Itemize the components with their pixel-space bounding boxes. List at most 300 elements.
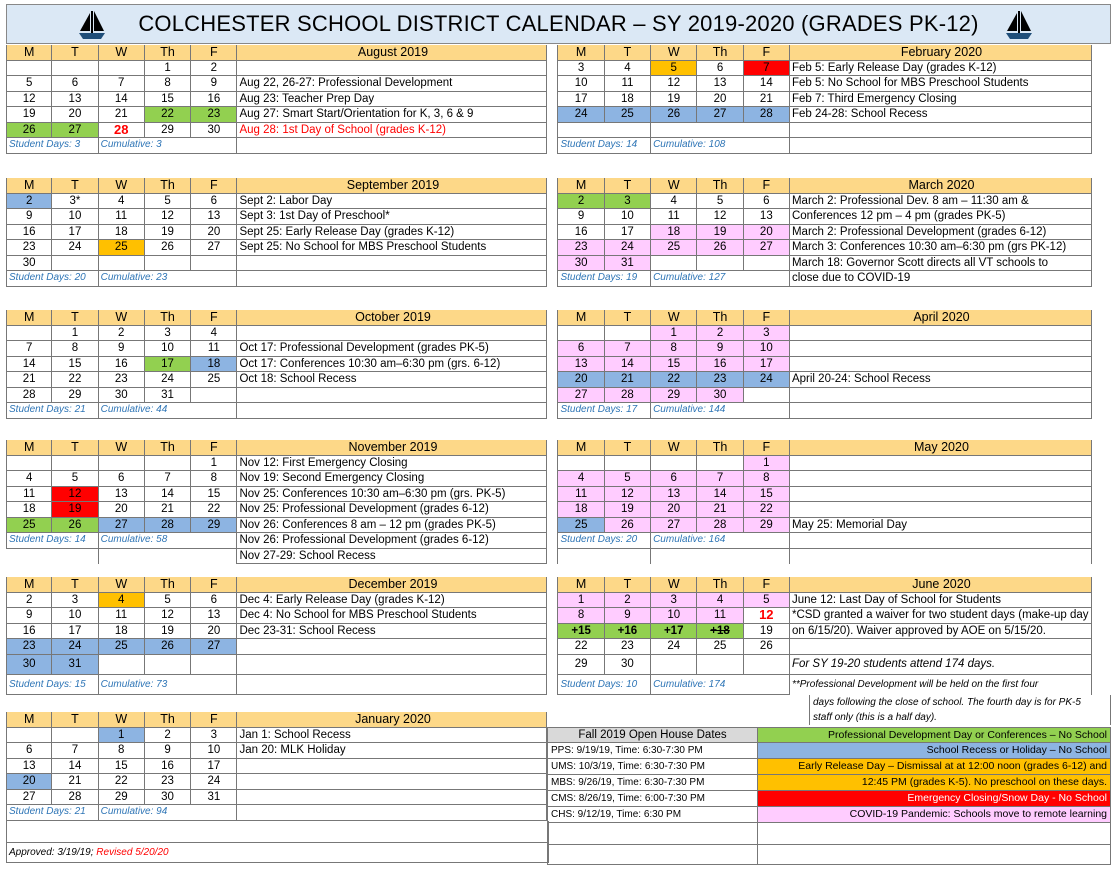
day-cell: 2 [6,593,52,609]
day-cell: 19 [52,502,98,518]
event-note: Aug 23: Teacher Prep Day [237,92,547,108]
day-cell: 1 [744,456,790,472]
empty-cell [758,845,1111,865]
day-cell: 12 [744,608,790,624]
event-note: close due to COVID-19 [790,271,1092,287]
month-title-april: April 2020 [790,310,1092,326]
day-cell: 31 [145,388,191,404]
day-cell: 17 [558,92,604,108]
empty-cell [790,487,1092,503]
day-cell [6,61,52,77]
column-gap [547,45,558,61]
col-header: F [744,577,790,593]
day-cell: 25 [191,372,237,388]
event-note: March 3: Conferences 10:30 am–6:30 pm (grs PK-12) [790,240,1092,256]
day-cell: 11 [697,608,743,624]
day-cell: 1 [651,326,697,342]
column-gap [547,487,558,503]
day-cell: 7 [744,61,790,77]
empty-cell [651,655,697,675]
student-days: Student Days: 14 [558,138,651,154]
month-title-november: November 2019 [237,440,547,456]
day-cell: 10 [145,341,191,357]
event-note [237,61,547,77]
day-cell: 12 [145,209,191,225]
column-gap [547,675,558,695]
cumulative-days: Cumulative: 73 [99,675,238,695]
day-cell: 28 [605,388,651,404]
empty-cell [99,256,145,272]
col-header: F [191,712,237,728]
col-header: M [558,440,604,456]
sailboat-icon [75,8,109,42]
day-cell: 26 [145,240,191,256]
column-gap [547,655,558,675]
empty-cell [790,388,1092,404]
day-cell: 1 [145,61,191,77]
col-header: F [744,310,790,326]
col-header: Th [697,577,743,593]
day-cell [52,61,98,77]
column-gap [547,593,558,609]
empty-cell [651,549,790,565]
day-cell: 14 [99,92,145,108]
cumulative-days: Cumulative: 23 [99,271,238,287]
open-house-item: CHS: 9/12/19, Time: 6:30 PM [547,807,758,823]
day-cell: 31 [605,256,651,272]
day-cell: 2 [558,194,604,210]
col-header: Th [697,45,743,61]
day-cell: 20 [6,774,52,790]
day-cell: 13 [6,759,52,775]
day-cell: 24 [744,372,790,388]
empty-cell [52,256,98,272]
month-title-january: January 2020 [237,712,547,728]
empty-cell [558,123,651,139]
day-cell: 8 [52,341,98,357]
day-cell [558,326,604,342]
day-cell: 23 [6,240,52,256]
event-note [237,326,547,342]
day-cell: 4 [605,61,651,77]
day-cell: 7 [6,341,52,357]
day-cell: 25 [99,240,145,256]
day-cell: 31 [52,655,98,675]
month-title-august: August 2019 [237,45,547,61]
day-cell: 12 [6,92,52,108]
empty-cell [651,123,790,139]
empty-cell [697,456,743,472]
column-gap [547,639,558,655]
day-cell: 9 [697,341,743,357]
day-cell: 21 [145,502,191,518]
day-cell: 14 [605,357,651,373]
day-cell: 1 [191,456,237,472]
day-cell: 18 [99,225,145,241]
day-cell: 22 [145,107,191,123]
day-cell: 29 [52,388,98,404]
pd-footnote: staff only (this is a half day). [813,712,937,723]
day-cell: 20 [558,372,604,388]
empty-cell [191,256,237,272]
day-cell: 16 [99,357,145,373]
day-cell: 23 [697,372,743,388]
empty-cell [237,388,547,404]
cumulative-days: Cumulative: 3 [99,138,238,154]
day-cell: 23 [6,639,52,655]
day-cell: 5 [697,194,743,210]
day-cell: 14 [6,357,52,373]
col-header: T [52,310,98,326]
day-cell [99,61,145,77]
empty-cell [237,256,547,272]
empty-cell [237,655,547,675]
column-gap [547,178,558,194]
event-note: Sept 3: 1st Day of Preschool* [237,209,547,225]
day-cell: 25 [697,639,743,655]
col-header: F [191,310,237,326]
event-note: Nov 25: Conferences 10:30 am–6:30 pm (grs. PK-5) [237,487,547,503]
day-cell: 17 [744,357,790,373]
event-note [790,341,1092,357]
day-cell: 19 [145,225,191,241]
empty-cell [191,388,237,404]
day-cell: 9 [6,608,52,624]
day-cell: 1 [558,593,604,609]
col-header: W [99,577,145,593]
day-cell: 10 [191,743,237,759]
column-gap [547,502,558,518]
legend-covid: COVID-19 Pandemic: Schools move to remote learning [758,807,1111,823]
day-cell: 4 [99,194,145,210]
empty-cell [558,456,604,472]
day-cell: 17 [52,225,98,241]
day-cell: 23 [99,372,145,388]
day-cell: 15 [52,357,98,373]
col-header: W [99,440,145,456]
day-cell: 13 [52,92,98,108]
calendar-block-oct-apr [6,310,1111,419]
cumulative-days: Cumulative: 94 [99,805,238,821]
day-cell: 13 [697,76,743,92]
day-cell: 30 [605,655,651,675]
day-cell: 24 [651,639,697,655]
sailboat-icon [1002,8,1036,42]
empty-cell [6,728,52,744]
day-cell: 10 [52,209,98,225]
col-header: W [651,45,697,61]
day-cell: 4 [651,194,697,210]
approved-date: Approved: 3/19/19; [9,846,94,858]
day-cell: 24 [191,774,237,790]
event-note: Nov 25: Professional Development (grades 6-12) [237,502,547,518]
column-gap [547,549,558,565]
day-cell: 26 [6,123,52,139]
day-cell: +17 [651,624,697,640]
col-header: M [6,178,52,194]
open-house-box [547,727,758,865]
student-days: Student Days: 15 [6,675,99,695]
empty-cell [237,790,547,806]
student-days: Student Days: 20 [558,533,651,549]
col-header: F [191,440,237,456]
day-cell: 16 [558,225,604,241]
day-cell: 3 [52,593,98,609]
event-note: Nov 19: Second Emergency Closing [237,471,547,487]
day-cell: 6 [651,471,697,487]
day-cell: 18 [6,502,52,518]
day-cell: 25 [651,240,697,256]
day-cell: 30 [6,256,52,272]
day-cell [605,326,651,342]
day-cell: 9 [6,209,52,225]
empty-cell [651,256,697,272]
day-cell: 24 [145,372,191,388]
day-cell: 1 [52,326,98,342]
empty-cell [99,456,145,472]
empty-cell [651,456,697,472]
month-title-october: October 2019 [237,310,547,326]
col-header: M [558,178,604,194]
cumulative-days: Cumulative: 164 [651,533,790,549]
day-cell: 13 [744,209,790,225]
day-cell: 3 [191,728,237,744]
empty-cell [237,271,547,287]
day-cell: 30 [99,388,145,404]
empty-cell [547,845,758,865]
empty-cell [697,655,743,675]
day-cell: 13 [99,487,145,503]
col-header: F [191,577,237,593]
day-cell: 8 [99,743,145,759]
month-title-may: May 2020 [790,440,1092,456]
day-cell: 8 [651,341,697,357]
empty-cell [547,823,758,845]
day-cell: 30 [558,256,604,272]
event-note: Sept 2: Labor Day [237,194,547,210]
day-cell: 16 [697,357,743,373]
open-house-item: UMS: 10/3/19, Time: 6:30-7:30 PM [547,759,758,775]
event-note: March 18: Governor Scott directs all VT schools to [790,256,1092,272]
pd-footnote: days following the close of school. The fourth day is for PK-5 [813,697,1081,708]
day-cell: 2 [191,61,237,77]
day-cell: 28 [99,123,145,139]
day-cell: 30 [191,123,237,139]
column-gap [547,256,558,272]
open-house-item: PPS: 9/19/19, Time: 6:30-7:30 PM [547,743,758,759]
col-header: Th [145,45,191,61]
day-cell: 26 [52,518,98,534]
col-header: T [52,577,98,593]
empty-cell [558,549,651,565]
col-header: M [6,577,52,593]
empty-cell [237,403,547,419]
day-cell: 3 [558,61,604,77]
empty-cell [790,639,1092,655]
day-cell: 24 [52,240,98,256]
day-cell: 5 [651,61,697,77]
day-cell: 27 [744,240,790,256]
event-note: Feb 24-28: School Recess [790,107,1092,123]
approval-line [6,843,549,863]
col-header: F [744,45,790,61]
column-gap [547,92,558,108]
calendar-block-aug-feb [6,45,1111,154]
empty-cell [790,403,1092,419]
event-note: Feb 7: Third Emergency Closing [790,92,1092,108]
day-cell: 10 [558,76,604,92]
col-header: M [558,310,604,326]
day-cell: 19 [145,624,191,640]
column-gap [547,123,558,139]
empty-cell [744,256,790,272]
page-title: COLCHESTER SCHOOL DISTRICT CALENDAR – SY 2019-2020 (GRADES PK-12) [138,11,979,36]
day-cell: 15 [99,759,145,775]
legend-early-release: 12:45 PM (grades K-5). No preschool on these days. [758,775,1111,791]
student-days: Student Days: 20 [6,271,99,287]
col-header: Th [697,440,743,456]
empty-cell [744,655,790,675]
day-cell: 3 [744,326,790,342]
day-cell: 3 [605,194,651,210]
event-note: Oct 18: School Recess [237,372,547,388]
day-cell: 10 [744,341,790,357]
cumulative-days: Cumulative: 44 [99,403,238,419]
day-cell: 2 [145,728,191,744]
empty-cell [145,256,191,272]
day-cell: 7 [697,471,743,487]
day-cell: 29 [191,518,237,534]
day-cell: 23 [605,639,651,655]
day-cell: 15 [145,92,191,108]
empty-cell [237,774,547,790]
day-cell: 22 [191,502,237,518]
day-cell: 28 [697,518,743,534]
day-cell: 6 [99,471,145,487]
column-gap [547,403,558,419]
event-note: Feb 5: Early Release Day (grades K-12) [790,61,1092,77]
day-cell: 2 [605,593,651,609]
day-cell: 20 [99,502,145,518]
day-cell: 12 [651,76,697,92]
month-title-june: June 2020 [790,577,1092,593]
event-note: Oct 17: Professional Development (grades PK-5) [237,341,547,357]
day-cell: 24 [52,639,98,655]
empty-cell [790,502,1092,518]
day-cell: 20 [52,107,98,123]
day-cell: 8 [191,471,237,487]
col-header: W [99,310,145,326]
day-cell: 23 [145,774,191,790]
event-note: Jan 1: School Recess [237,728,547,744]
day-cell: 29 [99,790,145,806]
day-cell: 6 [6,743,52,759]
day-cell: 7 [145,471,191,487]
column-gap [547,194,558,210]
day-cell: 5 [6,76,52,92]
day-cell: 9 [558,209,604,225]
column-gap [547,388,558,404]
day-cell: 14 [744,76,790,92]
empty-cell [237,805,547,821]
event-note: Dec 4: No School for MBS Preschool Students [237,608,547,624]
day-cell: 13 [191,608,237,624]
empty-cell [697,256,743,272]
legend-emergency: Emergency Closing/Snow Day - No School [758,791,1111,807]
day-cell: 12 [605,487,651,503]
day-cell: 21 [6,372,52,388]
day-cell: 26 [651,107,697,123]
day-cell: 2 [6,194,52,210]
cumulative-days: Cumulative: 108 [651,138,790,154]
col-header: M [558,577,604,593]
day-cell: 15 [651,357,697,373]
day-cell: 22 [744,502,790,518]
pd-footnote: **Professional Development will be held on the first four [790,675,1092,695]
cumulative-days: Cumulative: 58 [99,533,238,549]
day-cell: 12 [52,487,98,503]
day-cell: 19 [6,107,52,123]
calendar-title-bar [6,4,1111,44]
day-cell: 8 [744,471,790,487]
day-cell: 8 [145,76,191,92]
day-cell: 18 [191,357,237,373]
day-cell: 23 [191,107,237,123]
day-cell: 5 [52,471,98,487]
col-header: Th [145,440,191,456]
column-gap [547,440,558,456]
col-header: W [651,178,697,194]
day-cell: 21 [697,502,743,518]
column-gap [547,138,558,154]
day-cell: 4 [6,471,52,487]
day-cell: 10 [52,608,98,624]
day-cell: 11 [651,209,697,225]
day-cell: 1 [99,728,145,744]
empty-cell [790,138,1092,154]
day-cell: 6 [191,593,237,609]
day-cell: 7 [605,341,651,357]
day-cell: 26 [744,639,790,655]
empty-cell [790,533,1092,549]
day-cell: 26 [697,240,743,256]
day-cell: 19 [651,92,697,108]
col-header: T [605,440,651,456]
empty-cell [99,655,145,675]
day-cell: 10 [605,209,651,225]
month-title-march: March 2020 [790,178,1092,194]
empty-cell [758,823,1111,845]
column-gap [547,341,558,357]
day-cell: 7 [99,76,145,92]
day-cell: 11 [605,76,651,92]
day-cell: 30 [6,655,52,675]
day-cell: 11 [191,341,237,357]
day-cell: 14 [52,759,98,775]
legend-recess: School Recess or Holiday – No School [758,743,1111,759]
student-days: Student Days: 21 [6,403,99,419]
column-gap [547,310,558,326]
day-cell: 13 [651,487,697,503]
day-cell: 27 [651,518,697,534]
day-cell: 18 [605,92,651,108]
day-cell: 29 [558,655,604,675]
day-cell: 25 [6,518,52,534]
event-note: *CSD granted a waiver for two student days (make-up day [790,608,1092,624]
col-header: Th [145,178,191,194]
day-cell: 24 [558,107,604,123]
day-cell: 2 [697,326,743,342]
